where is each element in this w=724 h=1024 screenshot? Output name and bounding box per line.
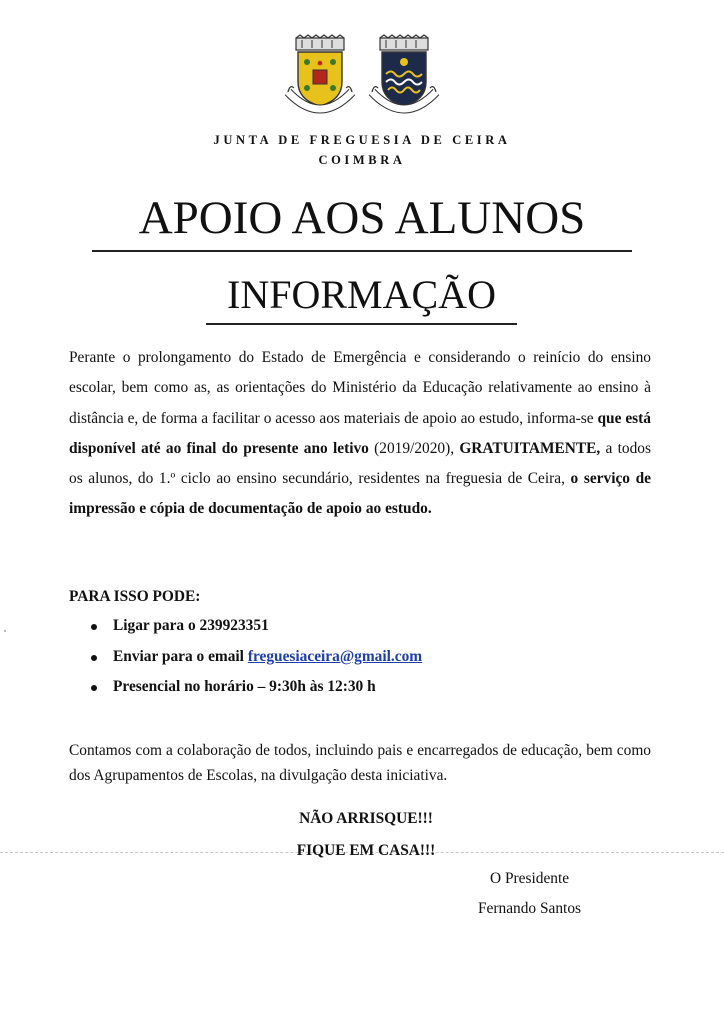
how-to-heading: PARA ISSO PODE:: [69, 588, 201, 605]
scan-speck: [4, 630, 6, 632]
page-subtitle: INFORMAÇÃO: [206, 270, 517, 325]
org-name: JUNTA DE FREGUESIA DE CEIRA: [213, 133, 511, 147]
intro-bold-2: GRATUITAMENTE,: [459, 439, 601, 457]
intro-text-3: a todos os alunos, do 1.º ciclo ao ensino secundário, residentes na freguesia de Ceira,: [69, 439, 651, 488]
in-person-text: Presencial no horário – 9:30h às 12:30 h: [113, 678, 376, 695]
crest-vila-de-ceira: [284, 34, 356, 120]
phone-text: Ligar para o 239923351: [113, 617, 269, 634]
list-item-email: [69, 642, 422, 673]
page-title: APOIO AOS ALUNOS: [92, 188, 632, 252]
email-link[interactable]: freguesiaceira@gmail.com: [247, 647, 423, 665]
intro-bold-3: o serviço de impressão e cópia de documentação de apoio ao estudo.: [69, 470, 651, 518]
contact-options-list: [69, 611, 422, 703]
crests: [0, 34, 724, 120]
intro-text-2: (2019/2020),: [368, 439, 460, 457]
intro-text-1: Perante o prolongamento do Estado de Emergência e considerando o reinício do ensino escolar, bem como as, as orientações do Ministério da Educação relativamente ao ensino à distância e, de forma a facilitar o acesso aos materiais de apoio ao estudo, informa-se: [69, 349, 651, 427]
list-item-in-person: [69, 672, 422, 703]
slogan-line-2: FIQUE EM CASA!!!: [296, 842, 436, 859]
closing-paragraph: Contamos com a colaboração de todos, incluindo pais e encarregados de educação, bem como dos Agrupamentos de Escolas, na divulgação desta iniciativa.: [69, 742, 651, 784]
intro-paragraph: [69, 343, 651, 525]
slogan-line-1: NÃO ARRISQUE!!!: [299, 810, 433, 827]
svg-text:✹: ✹: [316, 59, 324, 68]
email-prefix: Enviar para o email: [113, 647, 248, 665]
intro-bold-1: que está disponível até ao final do presente ano letivo: [69, 409, 651, 457]
crest-ceira: [368, 34, 440, 120]
org-city: COIMBRA: [318, 153, 406, 167]
list-item-phone: [69, 611, 422, 642]
bullet-icon: [91, 655, 97, 661]
signature-role: O Presidente: [490, 870, 570, 887]
bullet-icon: [91, 624, 97, 630]
bullet-icon: [91, 685, 97, 691]
signature-name: Fernando Santos: [478, 900, 582, 917]
